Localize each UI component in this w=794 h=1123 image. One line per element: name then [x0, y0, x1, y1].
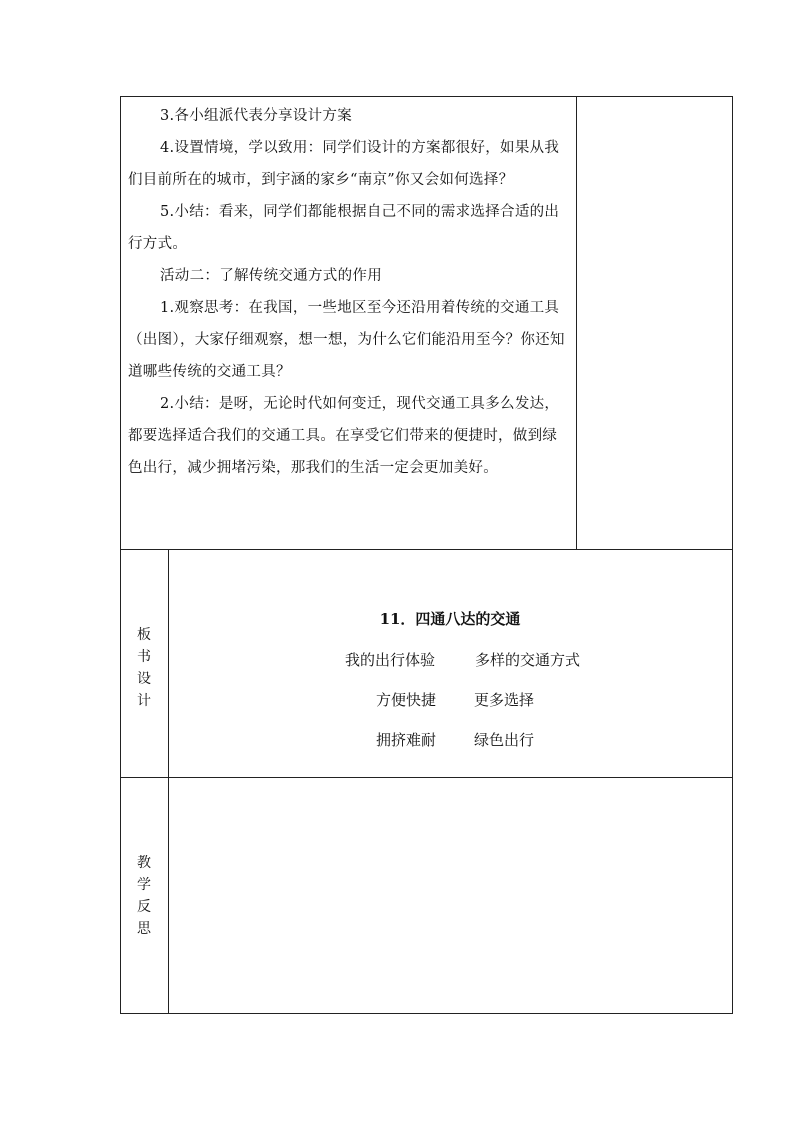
lesson-step-5: 5.小结：看来，同学们都能根据自己不同的需求选择合适的出行方式。: [128, 204, 560, 252]
teaching-reflection-label: 教 学 反 思: [137, 855, 151, 937]
teaching-reflection-content: [169, 778, 732, 1013]
board-title: 11．四通八达的交通: [379, 610, 521, 628]
activity-two-step-1: 1.观察思考：在我国，一些地区至今还沿用着传统的交通工具（出图），大家仔细观察，想一想，为什么它们能沿用至今？你还知道哪些传统的交通工具？: [128, 300, 565, 380]
lesson-step-3: 3.各小组派代表分享设计方案: [160, 108, 353, 124]
activity-two-step-2: 2.小结：是呀，无论时代如何变迁，现代交通工具多么发达，都要选择适合我们的交通工具。在享受它们带来的便捷时，做到绿色出行，减少拥堵污染，那我们的生活一定会更加美好。: [128, 396, 560, 476]
board-row-3: 拥挤难耐 绿色出行: [376, 731, 535, 749]
board-row-2: 方便快捷 更多选择: [376, 691, 535, 709]
board-design-label: 板 书 设 计: [137, 627, 151, 709]
board-row-1: 我的出行体验 多样的交通方式: [345, 651, 581, 669]
table-divider-row-1: [120, 549, 733, 550]
lesson-step-4: 4.设置情境，学以致用：同学们设计的方案都很好，如果从我们目前所在的城市，到宇涵的家乡“南京”你又会如何选择？: [128, 140, 560, 188]
activity-two-heading: 活动二：了解传统交通方式的作用: [160, 268, 382, 284]
table-divider-right-column: [576, 96, 577, 549]
